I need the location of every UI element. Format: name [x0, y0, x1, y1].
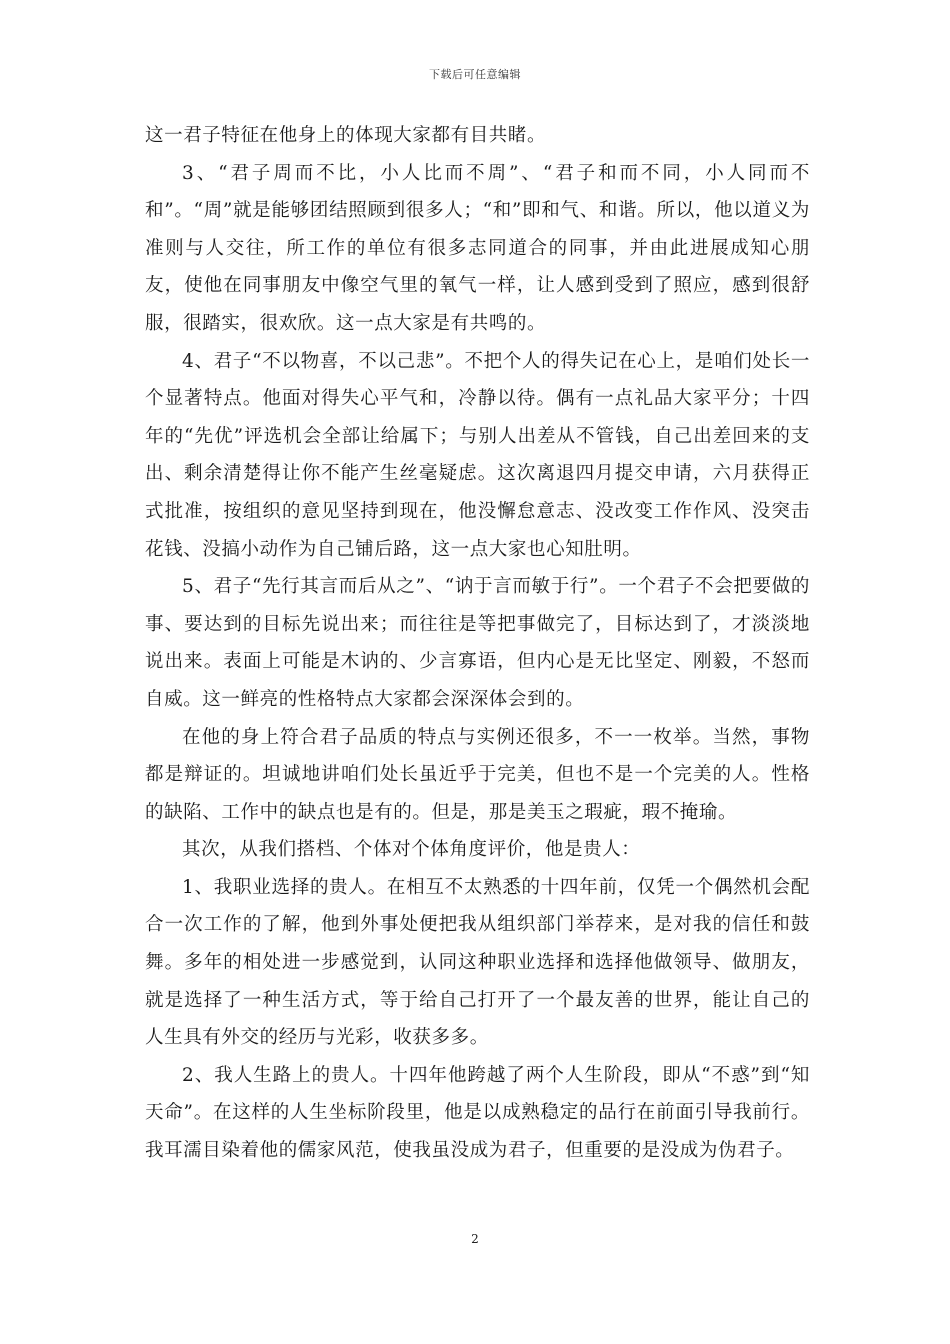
paragraph: 4、君子“不以物喜，不以己悲”。不把个人的得失记在心上，是咱们处长一个显著特点。他面对得失心平气和，冷静以待。偶有一点礼品大家平分；十四年的“先优”评选机会全部让给属下；与别人出差从不管钱，自己出差回来的支出、剩余清楚得让你不能产生丝毫疑虑。这次离退四月提交申请，六月获得正式批准，按组织的意见坚持到现在，他没懈怠意志、没改变工作作风、没突击花钱、没搞小动作为自己铺后路，这一点大家也心知肚明。: [145, 350, 810, 560]
paragraph: 这一君子特征在他身上的体现大家都有目共睹。: [145, 125, 547, 146]
page-number: 2: [471, 1232, 479, 1246]
paragraph: 1、我职业选择的贵人。在相互不太熟悉的十四年前，仅凭一个偶然机会配合一次工作的了解，他到外事处便把我从组织部门举荐来，是对我的信任和鼓舞。多年的相处进一步感觉到，认同这种职业选择和选择他做领导、做朋友，就是选择了一种生活方式，等于给自己打开了一个最友善的世界，能让自己的人生具有外交的经历与光彩，收获多多。: [145, 876, 810, 1049]
paragraph: 3、“君子周而不比，小人比而不周”、“君子和而不同，小人同而不和”。“周”就是能够团结照顾到很多人；“和”即和气、和谐。所以，他以道义为准则与人交往，所工作的单位有很多志同道合的同事，并由此进展成知心朋友，使他在同事朋友中像空气里的氧气一样，让人感到受到了照应，感到很舒服，很踏实，很欢欣。这一点大家是有共鸣的。: [145, 162, 810, 334]
paragraph: 2、我人生路上的贵人。十四年他跨越了两个人生阶段，即从“不惑”到“知天命”。在这样的人生坐标阶段里，他是以成熟稳定的品行在前面引导我前行。我耳濡目染着他的儒家风范，使我虽没成为君子，但重要的是没成为伪君子。: [145, 1064, 810, 1162]
paragraph: 在他的身上符合君子品质的特点与实例还很多，不一一枚举。当然，事物都是辩证的。坦诚地讲咱们处长虽近乎于完美，但也不是一个完美的人。性格的缺陷、工作中的缺点也是有的。但是，那是美玉之瑕疵，瑕不掩瑜。: [145, 726, 810, 823]
paragraph: 其次，从我们搭档、个体对个体角度评价，他是贵人：: [182, 839, 641, 861]
document-body: [145, 117, 810, 1170]
page-header: 下载后可任意编辑: [429, 68, 521, 81]
paragraph: 5、君子“先行其言而后从之”、“讷于言而敏于行”。一个君子不会把要做的事、要达到的目标先说出来；而往往是等把事做完了，目标达到了，才淡淡地说出来。表面上可能是木讷的、少言寡语，但内心是无比坚定、刚毅，不怒而自威。这一鲜亮的性格特点大家都会深深体会到的。: [145, 576, 810, 710]
